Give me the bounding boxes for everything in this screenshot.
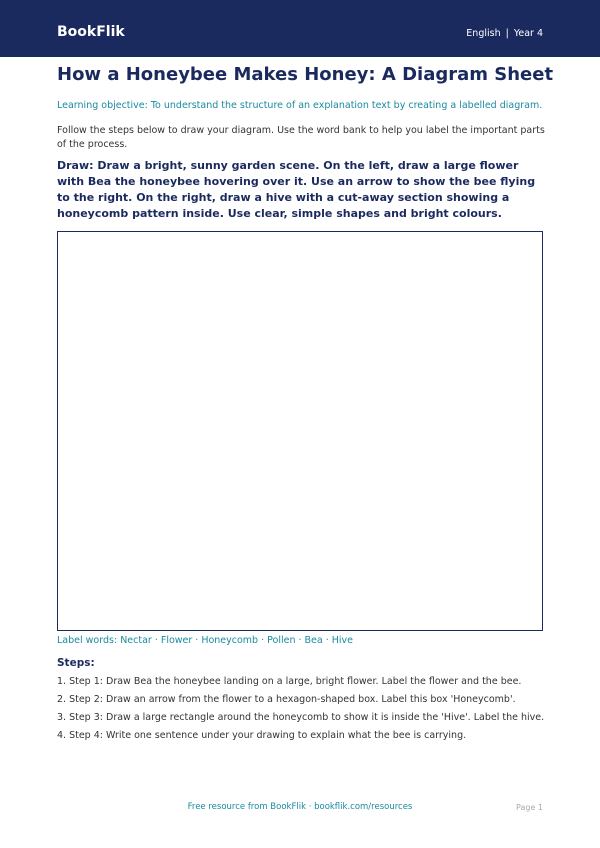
steps-list [57,676,547,748]
page-title: How a Honeybee Makes Honey: A Diagram Sheet [57,64,554,85]
word-separator: · [154,635,158,646]
draw-instruction: Draw: Draw a bright, sunny garden scene. On the left, draw a large flower with Bea the honeybee hovering over it. Use an arrow to show the bee flying to the right. On the right, draw a hive with a cut-away section showing a honeycomb pattern inside. Use clear, simple shapes and bright colours. [57,159,536,220]
subject-label: English [466,28,501,39]
word-bank-word: Flower [160,635,193,646]
word-bank-word: Pollen [267,635,296,646]
word-bank-word: Honeycomb [201,635,259,646]
word-bank-word: Hive [331,635,353,646]
learning-objective: Learning objective: To understand the structure of an explanation text by creating a labelled diagram. [57,100,543,111]
word-bank-word: Nectar [120,635,152,646]
header-meta [466,28,543,39]
step-item: 2. Step 2: Draw an arrow from the flower to a hexagon-shaped box. Label this box 'Honeycomb'. [57,694,516,705]
footer-link[interactable]: Free resource from BookFlik · bookflik.com/resources [187,802,413,812]
word-bank-word: Bea [304,635,323,646]
word-separator: · [325,635,329,646]
word-separator: · [195,635,199,646]
drawing-area[interactable] [57,231,543,631]
page-number: Page 1 [516,803,543,812]
intro-text: Follow the steps below to draw your diagram. Use the word bank to help you label the important parts of the process. [57,125,545,150]
header-separator: | [505,28,509,39]
word-bank-label: Label words: [57,635,118,646]
step-item: 4. Step 4: Write one sentence under your drawing to explain what the bee is carrying. [57,730,467,741]
brand-logo[interactable]: BookFlik [57,24,125,40]
step-item: 1. Step 1: Draw Bea the honeybee landing on a large, bright flower. Label the flower and the bee. [57,676,522,687]
year-label: Year 4 [513,28,543,39]
word-separator: · [298,635,302,646]
word-separator: · [261,635,265,646]
word-bank [57,635,353,646]
step-item: 3. Step 3: Draw a large rectangle around the honeycomb to show it is inside the 'Hive'. Label the hive. [57,712,545,723]
steps-heading: Steps: [57,657,95,669]
header-bar [0,0,600,57]
